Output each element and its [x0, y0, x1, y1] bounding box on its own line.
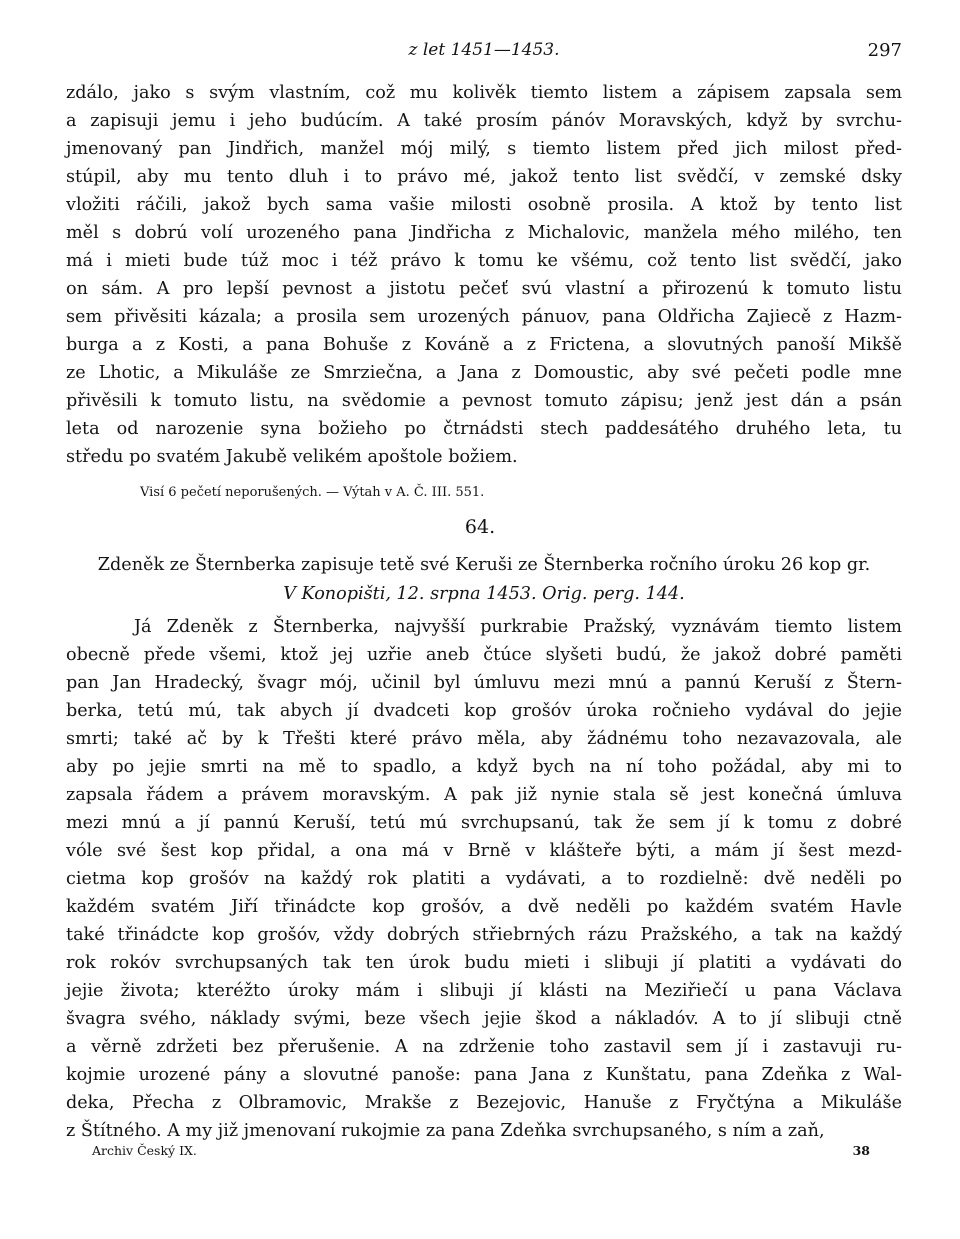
text-line: aby po jejie smrti na mě to spadlo, a když bych na ní toho požádal, aby mi to: [66, 757, 902, 777]
printer-signature: Archiv Český IX.: [92, 1143, 197, 1158]
text-line: vóle své šest kop přidal, a ona má v Brně v klášteře býti, a mám jí šest mezd-: [66, 841, 902, 861]
text-line: on sám. A pro lepší pevnost a jistotu pečeť svú vlastní a přirozenú k tomuto listu: [66, 279, 902, 299]
text-line: Já Zdeněk z Šternberka, najvyšší purkrabie Pražský, vyznávám tiemto listem: [134, 617, 902, 637]
text-line: leta od narozenie syna božieho po čtrnádsti stech paddesátého druhého leta, tu: [66, 419, 902, 439]
text-line: a věrně zdržeti bez přerušenie. A na zdrženie toho zastavil sem jí i zastavuji ru-: [66, 1037, 902, 1057]
text-line: středu po svatém Jakubě velikém apoštole božiem.: [66, 447, 518, 467]
text-line: pan Jan Hradecký, švagr mój, učinil byl úmluvu mezi mnú a pannú Keruší z Štern-: [66, 673, 902, 693]
text-line: burga a z Kosti, a pana Bohuše z Kováně a z Frictena, a slovutných panoší Mikšě: [66, 335, 902, 355]
text-line: sem přivěsiti kázala; a prosila sem urozených pánuov, pana Oldřicha Zajiecě z Hazm-: [66, 307, 902, 327]
text-line: zapsala řádem a právem moravským. A pak již nynie stala sě jest konečná úmluva: [66, 785, 902, 805]
document-dating: V Konopišti, 12. srpna 1453. Orig. perg. 144.: [283, 584, 685, 604]
text-line: berka, tetú mú, tak abych jí dvadceti kop grošóv úroka ročnieho vydával do jejie: [66, 701, 902, 721]
text-line: a zapisuji jemu i jeho budúcím. A také prosím pánóv Moravských, když by svrchu-: [66, 111, 902, 131]
text-line: jejie života; kteréžto úroky mám i slibuji jí klásti na Meziřiečí u pana Václava: [66, 981, 902, 1001]
page-header: [66, 40, 902, 70]
running-title: z let 1451—1453.: [408, 40, 560, 60]
text-line: stúpil, aby mu tento dluh i to právo mé, jakož tento list svědčí, v zemské dsky: [66, 167, 902, 187]
text-line: deka, Přecha z Olbramovic, Mrakše z Bezejovic, Hanuše z Fryčtýna a Mikuláše: [66, 1093, 902, 1113]
document-regest: Zdeněk ze Šternberka zapisuje tetě své Keruši ze Šternberka ročního úroku 26 kop gr.: [97, 555, 871, 575]
text-line: obecně přede všemi, ktož jej uzřie aneb čtúce slyšeti budú, že jakož dobré paměti: [66, 645, 902, 665]
text-line: vložiti ráčili, jakož bych sama vašie milosti osobně prosila. A ktož by tento list: [66, 195, 902, 215]
text-line: z Štítného. A my již jmenovaní rukojmie za pana Zdeňka svrchupsaného, s ním a zaň,: [66, 1121, 825, 1141]
sheet-number: 38: [852, 1143, 870, 1158]
paragraph-continuation: [66, 79, 902, 471]
text-line: také třinádcte kop grošóv, vždy dobrých střiebrných rázu Pražského, a tak na každý: [66, 925, 902, 945]
document-text: [66, 613, 902, 1145]
text-line: přivěsili k tomuto listu, na svědomie a pevnost tomuto zápisu; jenž jest dán a psán: [66, 391, 902, 411]
text-line: zdálo, jako s svým vlastním, což mu kolivěk tiemto listem a zápisem zapsala sem: [66, 83, 902, 103]
text-line: kojmie urozené pány a slovutné panoše: pana Jana z Kunštatu, pana Zdeňka z Wal-: [66, 1065, 902, 1085]
page-number: 297: [867, 40, 902, 61]
page-footer: [92, 1143, 870, 1163]
text-line: mezi mnú a jí pannú Keruší, tetú mú svrchupsanú, tak že sem jí k tomu z dobré: [66, 813, 902, 833]
text-line: švagra svého, náklady svými, beze všech jejie škod a nákladóv. A to jí slibuji ctně: [66, 1009, 902, 1029]
text-line: každém svatém Jiří třinádcte kop grošóv, a dvě neděli po každém svatém Havle: [66, 897, 902, 917]
text-line: jmenovaný pan Jindřich, manžel mój milý, s tiemto listem před jich milost před-: [66, 139, 902, 159]
text-line: ze Lhotic, a Mikuláše ze Smrziečna, a Jana z Domoustic, aby své pečeti podle mne: [66, 363, 902, 383]
text-line: cietma kop grošóv na každý rok platiti a vydávati, a to rozdielně: dvě neděli po: [66, 869, 902, 889]
text-line: rok rokóv svrchupsaných tak ten úrok budu mieti i slibuji jí platiti a vydávati do: [66, 953, 902, 973]
text-line: smrti; také ač by k Třešti které právo měla, aby žádnému toho nezavazovala, ale: [66, 729, 902, 749]
text-line: měl s dobrú volí urozeného pana Jindřicha z Michalovic, manžela mého milého, ten: [66, 223, 902, 243]
text-line: má i mieti bude túž moc i též právo k tomu ke všému, což tento list svědčí, jako: [66, 251, 902, 271]
edition-note: Visí 6 pečetí neporušených. — Výtah v A. Č. III. 551.: [140, 485, 485, 500]
document-number: 64.: [464, 516, 496, 538]
